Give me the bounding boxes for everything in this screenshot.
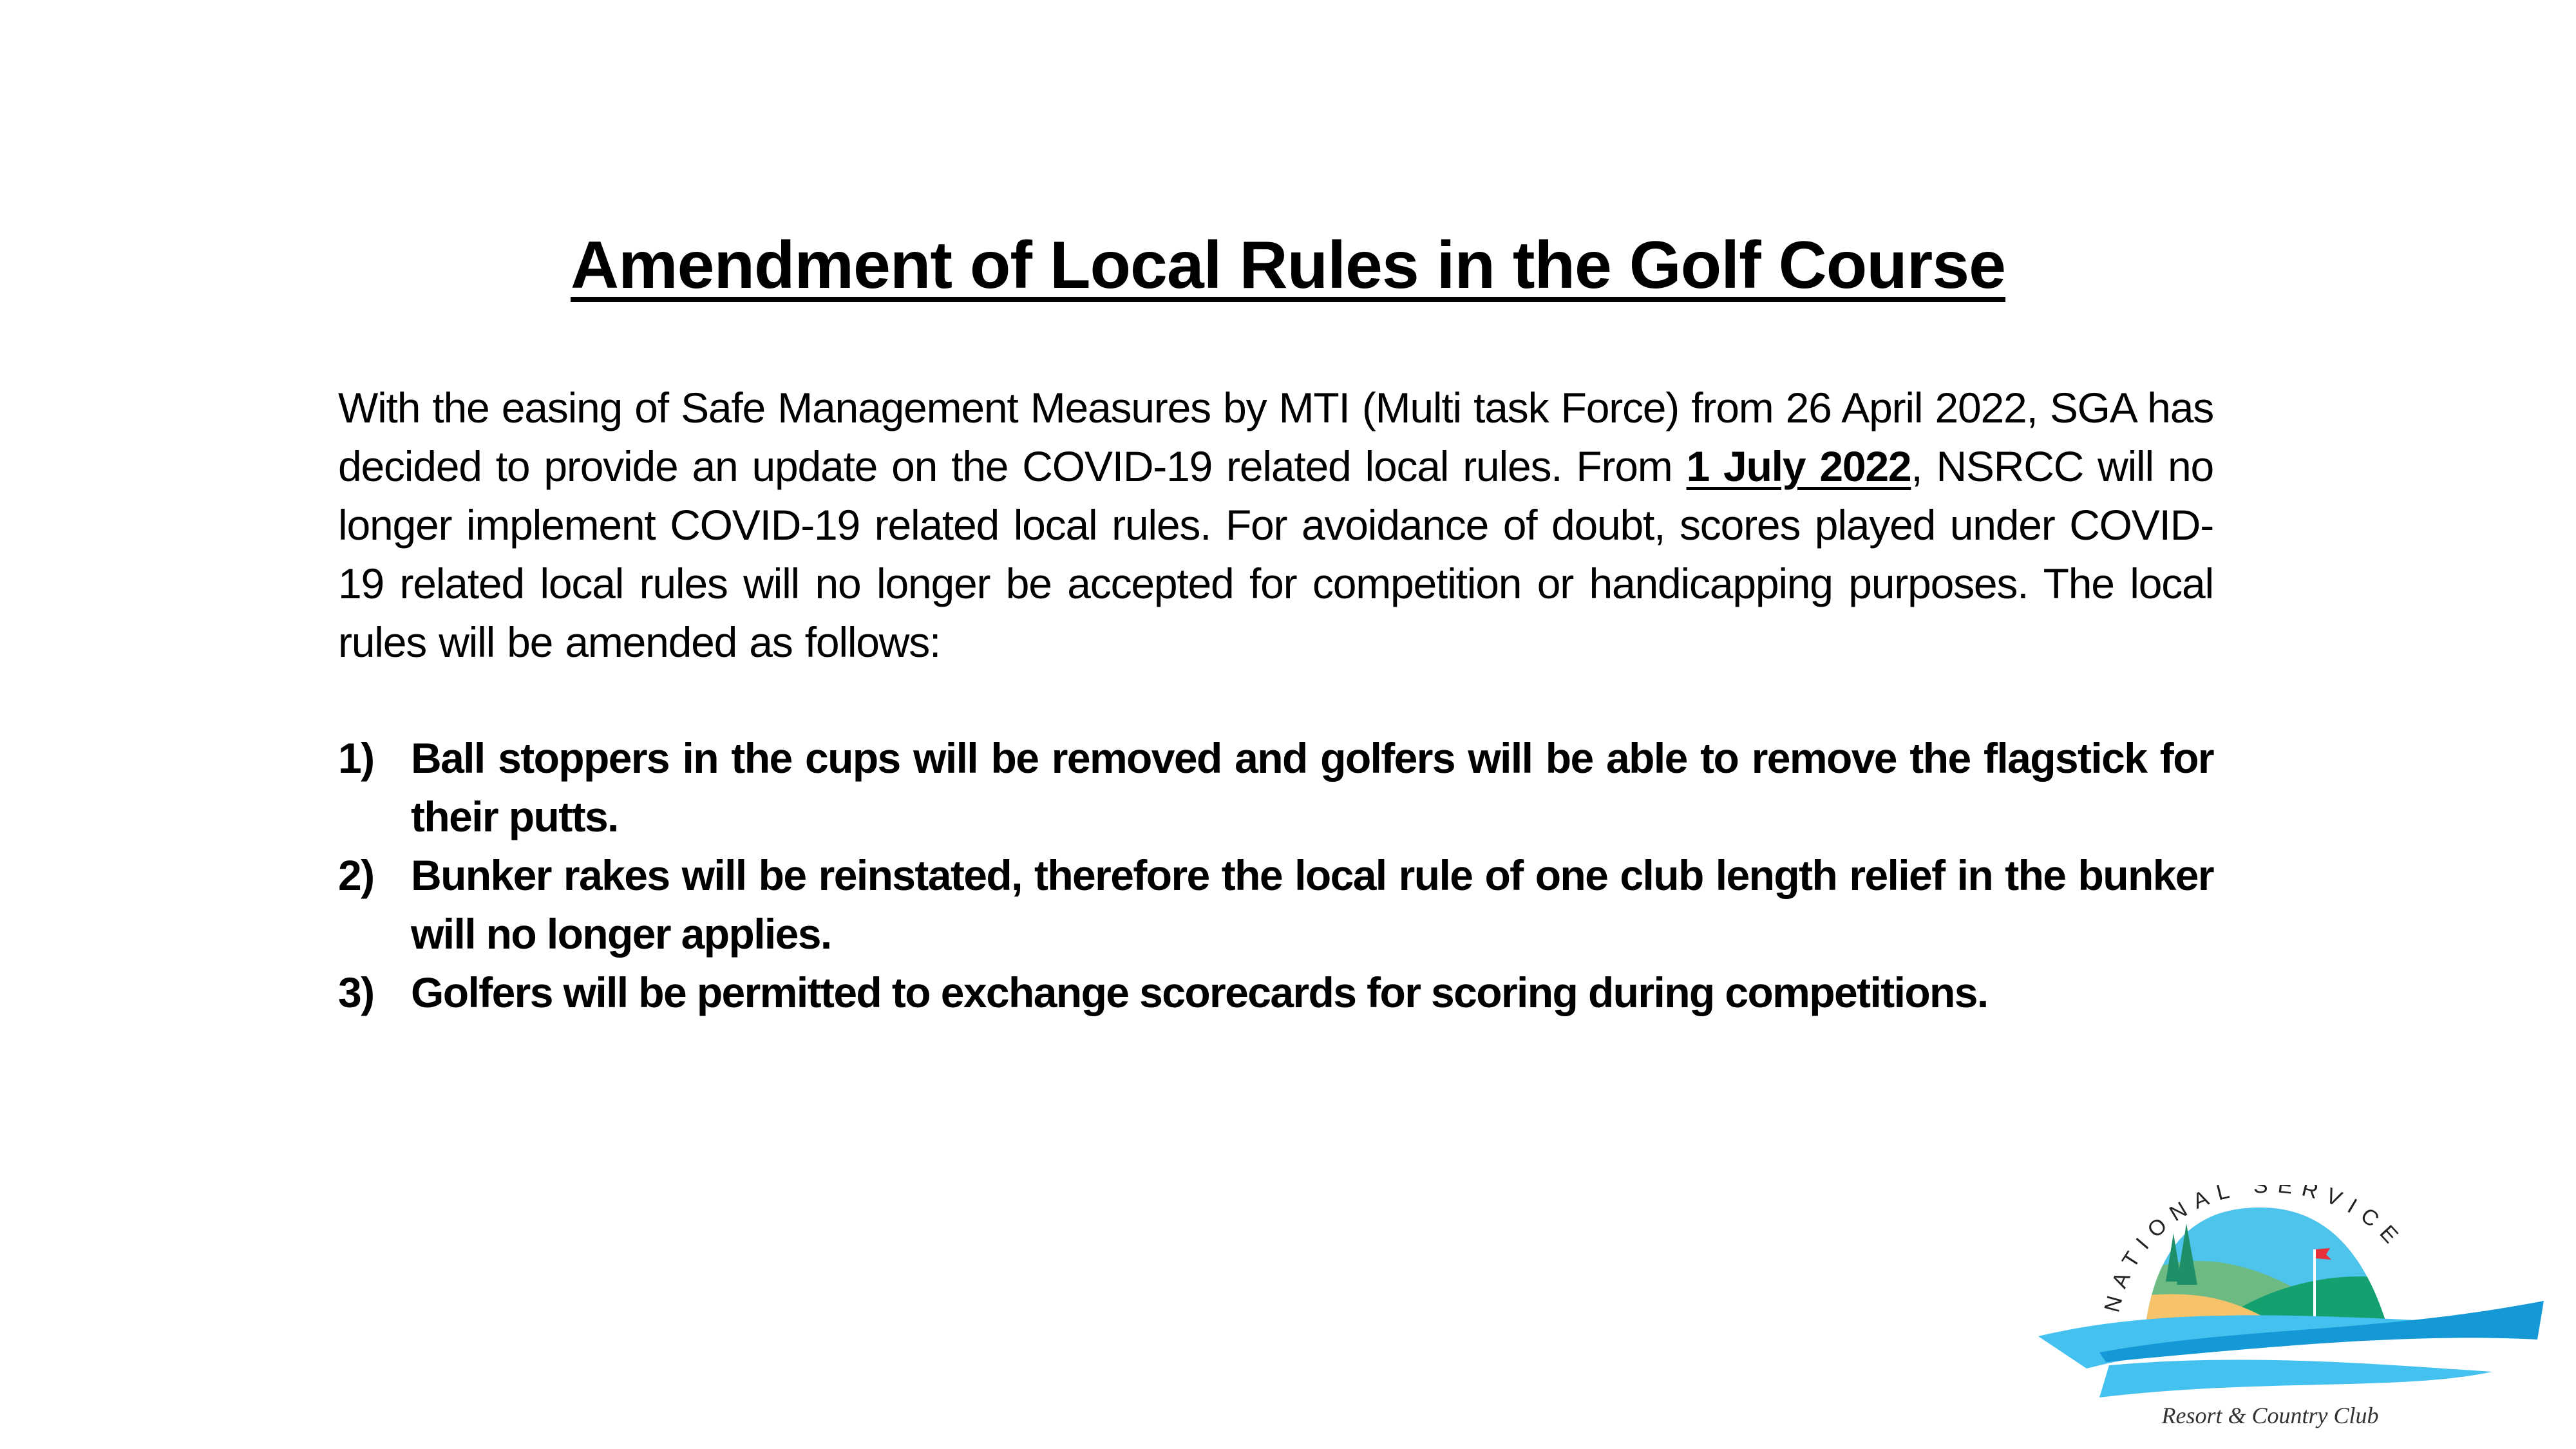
golf-course-logo-icon: [2029, 1185, 2576, 1436]
rules-list: [338, 729, 2213, 1022]
title-text: Amendment of Local Rules in the Golf Course: [571, 228, 2005, 303]
intro-text-part2: , NSRCC will no longer implement COVID-19 related local rules. For avoidance of doubt, scores played under COVID-19 related local rules will no longer be accepted for competition or handicapping purposes. The local rules will be amended as follows:: [338, 442, 2213, 666]
logo-subtitle: Resort & Country Club: [2161, 1403, 2379, 1428]
rule-text: Bunker rakes will be reinstated, therefore the local rule of one club length relief in the bunker will no longer applies.: [411, 851, 2213, 958]
rule-number: 3): [338, 969, 374, 1016]
logo-arc-text: NATIONAL SERVICE: [2099, 1185, 2409, 1315]
rule-text: Golfers will be permitted to exchange scorecards for scoring during competitions.: [411, 969, 1988, 1016]
intro-text-part1: With the easing of Safe Management Measures by MTI (Multi task Force) from 26 April 2022, SGA has decided to provide an update on the COVID-19 related local rules. From: [338, 384, 2213, 490]
rule-item: [338, 963, 2213, 1022]
rule-item: [338, 729, 2213, 846]
document-title: [0, 227, 2576, 304]
intro-paragraph: [338, 379, 2213, 672]
rule-number: 1): [338, 734, 374, 782]
effective-date: 1 July 2022: [1686, 442, 1911, 490]
nsrcc-logo: [2029, 1185, 2576, 1436]
rule-number: 2): [338, 851, 374, 899]
rule-item: [338, 846, 2213, 963]
rule-text: Ball stoppers in the cups will be removed and golfers will be able to remove the flagstick for their putts.: [411, 734, 2213, 840]
